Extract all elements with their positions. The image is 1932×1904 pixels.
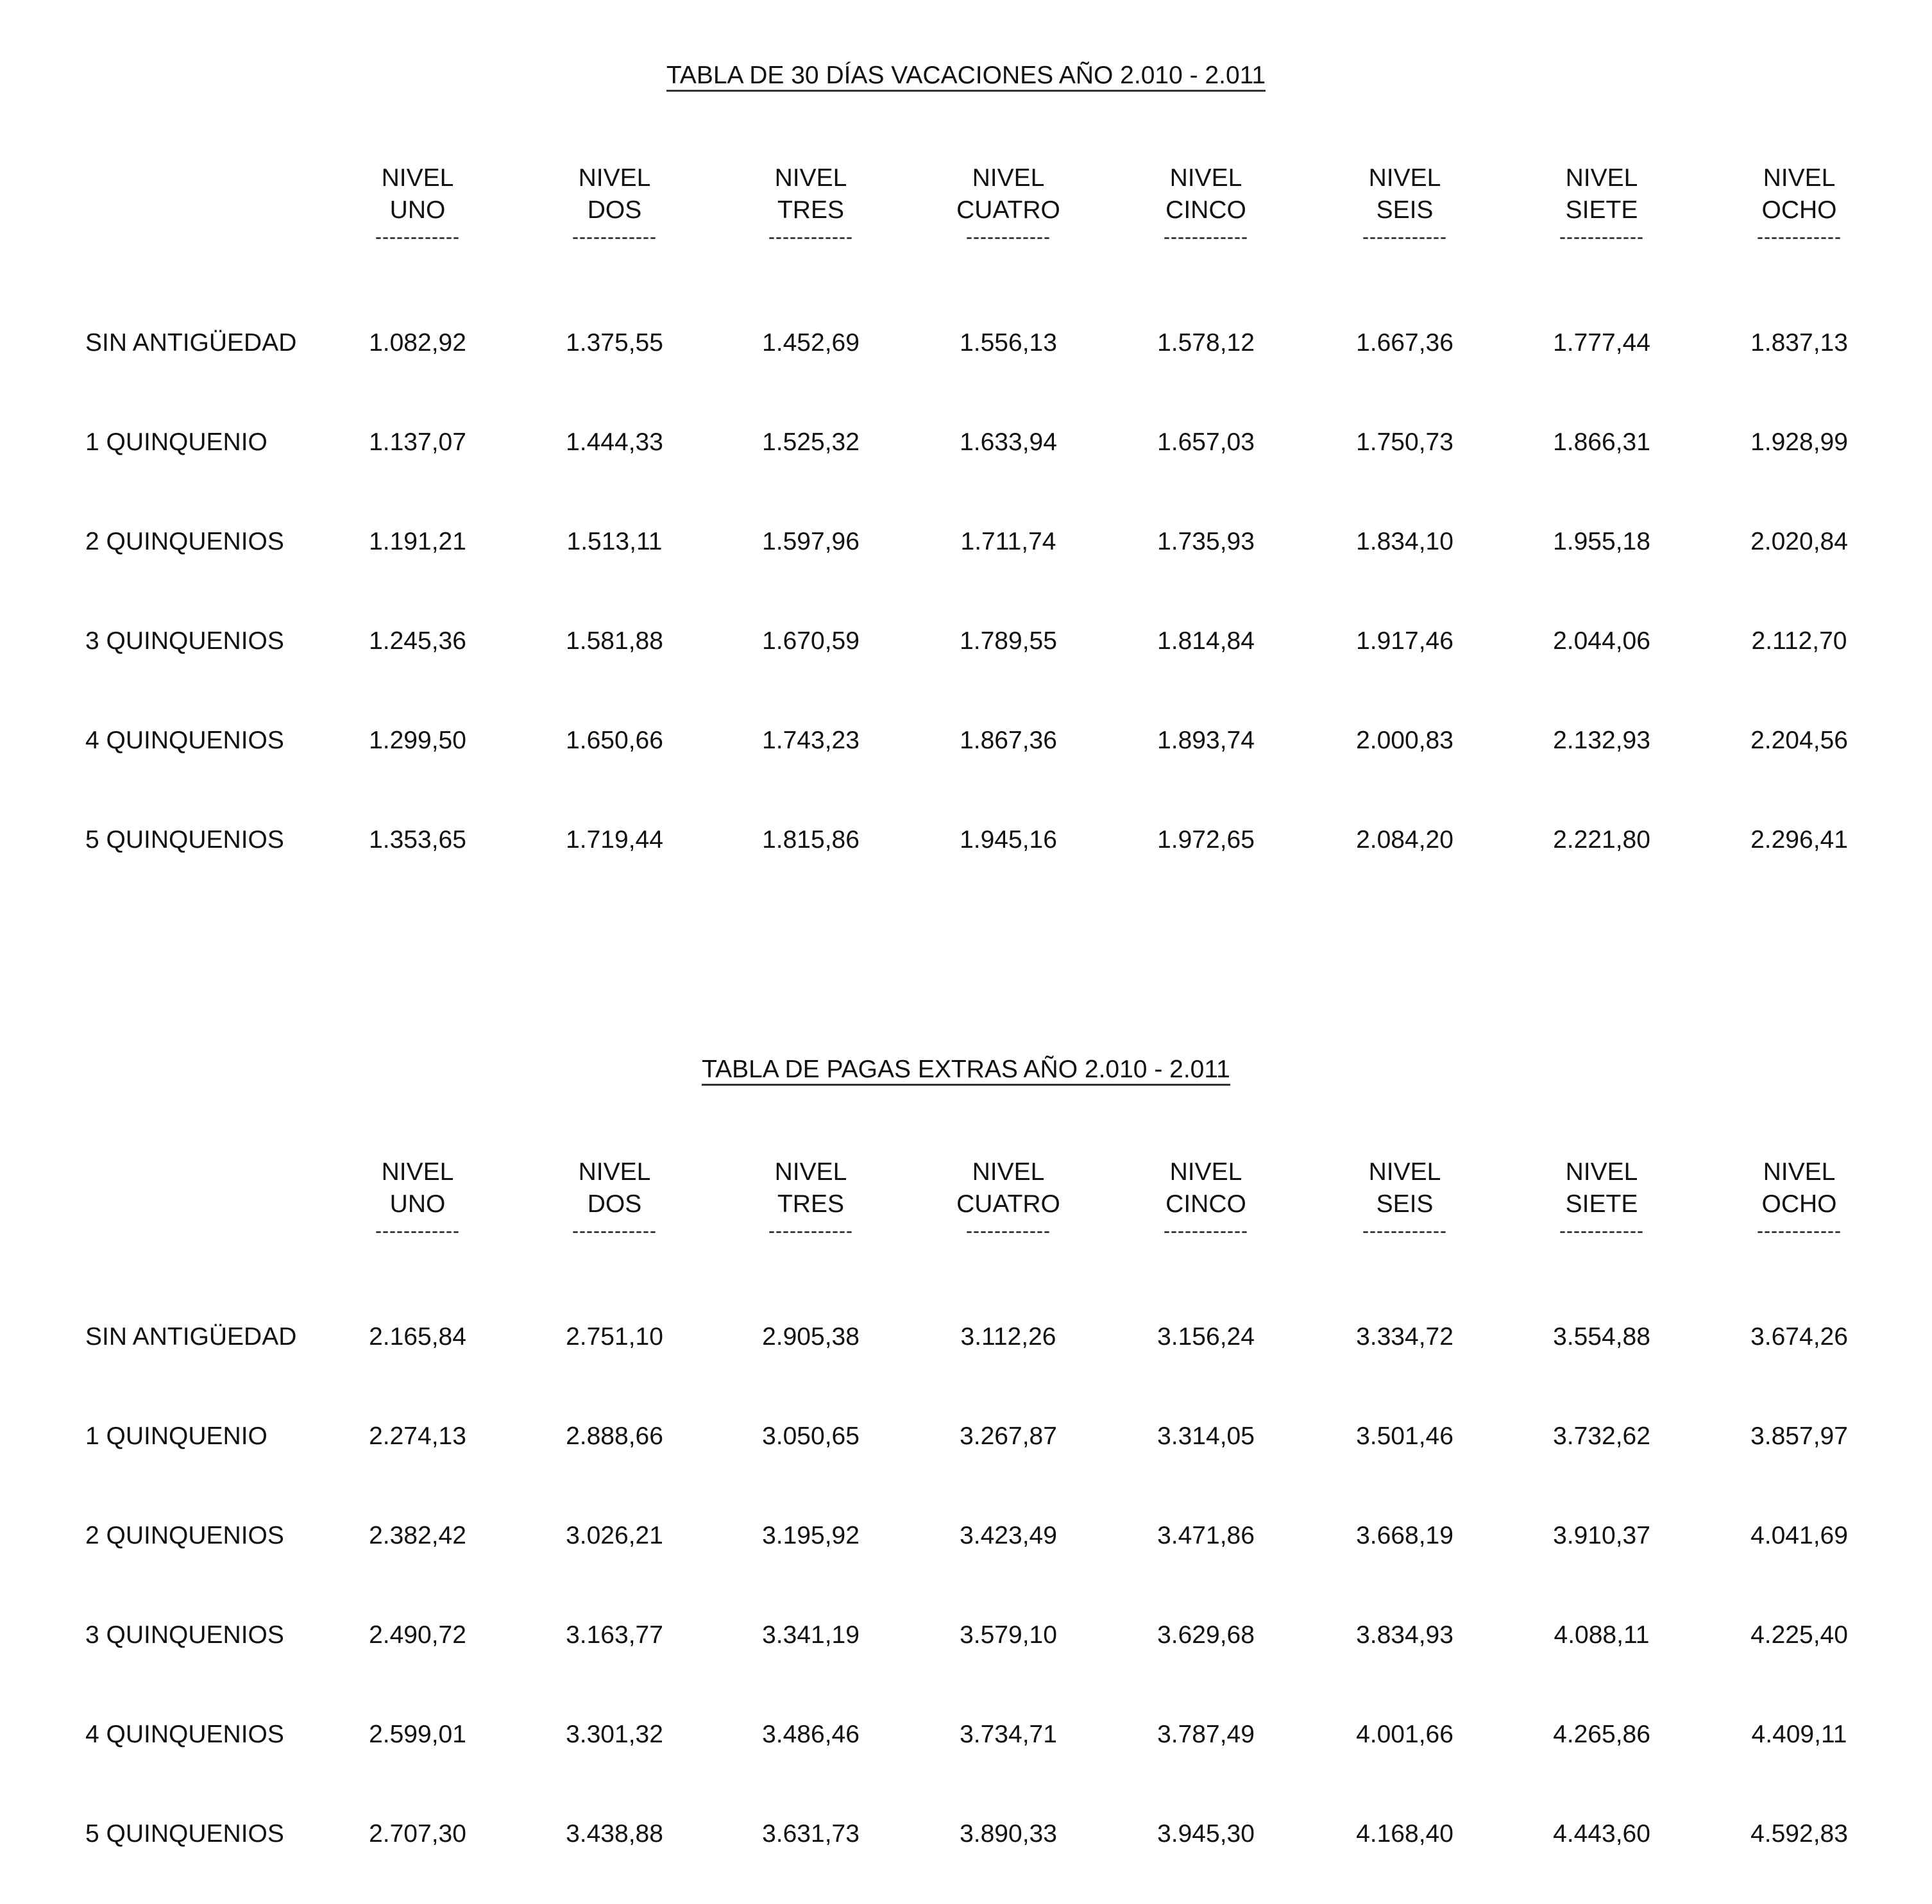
table-cell: 2.221,80	[1553, 826, 1650, 854]
table-cell: 3.195,92	[762, 1522, 860, 1549]
table-cell: 3.156,24	[1157, 1323, 1255, 1351]
table-cell: 2.905,38	[762, 1323, 860, 1351]
table-cell: 2.000,83	[1356, 727, 1453, 754]
column-header-text: NIVEL	[1565, 164, 1638, 192]
table-cell: 2.274,13	[369, 1422, 466, 1450]
table-cell: 1.444,33	[566, 428, 663, 456]
row-label: SIN ANTIGÜEDAD	[85, 329, 297, 357]
column-header-rule: ------------	[1362, 1220, 1447, 1242]
column-header-text: OCHO	[1761, 1190, 1837, 1218]
column-header-rule: ------------	[1757, 226, 1842, 248]
table-cell: 3.734,71	[960, 1721, 1057, 1748]
table-cell: 2.132,93	[1553, 727, 1650, 754]
column-header-text: NIVEL	[774, 164, 847, 192]
column-header-text: OCHO	[1761, 196, 1837, 224]
table-cell: 2.599,01	[369, 1721, 466, 1748]
column-header-rule: ------------	[375, 226, 460, 248]
table-cell: 1.137,07	[369, 428, 466, 456]
table-cell: 4.443,60	[1553, 1820, 1650, 1848]
column-header	[1518, 162, 1685, 248]
column-header-rule: ------------	[768, 1220, 853, 1242]
table-cell: 1.633,94	[960, 428, 1057, 456]
row-label: 3 QUINQUENIOS	[85, 1621, 284, 1649]
column-header-text: NIVEL	[1169, 1158, 1242, 1186]
column-header	[925, 162, 1092, 248]
table-cell: 3.834,93	[1356, 1621, 1453, 1649]
column-header	[1716, 162, 1883, 248]
table-cell: 4.265,86	[1553, 1721, 1650, 1748]
column-header-text: CINCO	[1165, 1190, 1246, 1218]
table-cell: 1.837,13	[1750, 329, 1848, 357]
column-header-rule: ------------	[768, 226, 853, 248]
table-cell: 4.225,40	[1750, 1621, 1848, 1649]
column-header	[334, 162, 501, 248]
table-cell: 3.334,72	[1356, 1323, 1453, 1351]
table-cell: 3.857,97	[1750, 1422, 1848, 1450]
table-cell: 1.581,88	[566, 627, 663, 655]
table-cell: 4.088,11	[1554, 1621, 1650, 1649]
column-header	[531, 162, 698, 248]
table-cell: 4.592,83	[1750, 1820, 1848, 1848]
table-cell: 1.955,18	[1553, 528, 1650, 555]
table-cell: 1.556,13	[960, 329, 1057, 357]
column-header-text: TRES	[777, 1190, 844, 1218]
column-header-text: NIVEL	[1368, 1158, 1441, 1186]
table-cell: 4.041,69	[1750, 1522, 1848, 1549]
table-cell: 4.001,66	[1356, 1721, 1453, 1748]
table-cell: 1.650,66	[566, 727, 663, 754]
table-cell: 3.910,37	[1553, 1522, 1650, 1549]
column-header-rule: ------------	[1164, 226, 1248, 248]
row-label: 5 QUINQUENIOS	[85, 1820, 284, 1848]
table-cell: 1.834,10	[1356, 528, 1453, 555]
column-header-rule: ------------	[966, 226, 1051, 248]
table-cell: 1.815,86	[762, 826, 860, 854]
table-cell: 1.972,65	[1157, 826, 1255, 854]
column-header-text: NIVEL	[1565, 1158, 1638, 1186]
column-header-text: DOS	[587, 1190, 642, 1218]
table-cell: 3.341,19	[762, 1621, 860, 1649]
table-cell: 3.668,19	[1356, 1522, 1453, 1549]
column-header-rule: ------------	[1164, 1220, 1248, 1242]
column-header	[334, 1156, 501, 1242]
row-label: SIN ANTIGÜEDAD	[85, 1323, 297, 1351]
row-label: 2 QUINQUENIOS	[85, 1522, 284, 1549]
column-header	[1716, 1156, 1883, 1242]
table-cell: 3.629,68	[1157, 1621, 1255, 1649]
table-cell: 1.750,73	[1356, 428, 1453, 456]
table-cell: 2.084,20	[1356, 826, 1453, 854]
row-label: 4 QUINQUENIOS	[85, 727, 284, 754]
table-cell: 2.707,30	[369, 1820, 466, 1848]
column-header-rule: ------------	[1757, 1220, 1842, 1242]
table-cell: 3.501,46	[1356, 1422, 1453, 1450]
column-header-text: NIVEL	[1763, 1158, 1836, 1186]
column-header-text: NIVEL	[1169, 164, 1242, 192]
column-header-text: NIVEL	[1368, 164, 1441, 192]
column-header-text: SIETE	[1565, 196, 1638, 224]
table-cell: 1.743,23	[762, 727, 860, 754]
table-cell: 1.245,36	[369, 627, 466, 655]
table-cell: 2.044,06	[1553, 627, 1650, 655]
column-header-text: NIVEL	[578, 164, 651, 192]
column-header-text: NIVEL	[381, 164, 454, 192]
table-cell: 1.452,69	[762, 329, 860, 357]
table-cell: 1.735,93	[1157, 528, 1255, 555]
column-header-rule: ------------	[1559, 1220, 1644, 1242]
column-header	[1321, 162, 1488, 248]
table-cell: 3.301,32	[566, 1721, 663, 1748]
table-cell: 1.670,59	[762, 627, 860, 655]
column-header-text: SEIS	[1376, 1190, 1434, 1218]
column-header	[925, 1156, 1092, 1242]
table-cell: 4.409,11	[1751, 1721, 1847, 1748]
table-cell: 1.353,65	[369, 826, 466, 854]
table-cell: 3.050,65	[762, 1422, 860, 1450]
table-cell: 3.423,49	[960, 1522, 1057, 1549]
column-header-text: UNO	[389, 196, 446, 224]
table-cell: 2.296,41	[1750, 826, 1848, 854]
table-cell: 3.267,87	[960, 1422, 1057, 1450]
table-cell: 2.751,10	[566, 1323, 663, 1351]
table-cell: 3.890,33	[960, 1820, 1057, 1848]
column-header	[727, 1156, 894, 1242]
table-cell: 1.814,84	[1157, 627, 1255, 655]
table-cell: 2.204,56	[1750, 727, 1848, 754]
table-cell: 1.719,44	[566, 826, 663, 854]
column-header-rule: ------------	[966, 1220, 1051, 1242]
table-title	[0, 1056, 1932, 1084]
table-cell: 1.513,11	[566, 528, 663, 555]
table-cell: 1.578,12	[1157, 329, 1255, 357]
row-label: 1 QUINQUENIO	[85, 1422, 267, 1450]
table-cell: 1.711,74	[960, 528, 1056, 555]
column-header	[1123, 162, 1289, 248]
table-cell: 2.020,84	[1750, 528, 1848, 555]
table-cell: 1.525,32	[762, 428, 860, 456]
column-header-text: CUATRO	[956, 196, 1060, 224]
column-header	[1321, 1156, 1488, 1242]
table-cell: 3.163,77	[566, 1621, 663, 1649]
table-cell: 1.299,50	[369, 727, 466, 754]
table-cell: 2.165,84	[369, 1323, 466, 1351]
table-cell: 3.112,26	[960, 1323, 1056, 1351]
table-title-text: TABLA DE PAGAS EXTRAS AÑO 2.010 - 2.011	[702, 1056, 1230, 1086]
column-header-text: NIVEL	[972, 164, 1045, 192]
column-header-text: TRES	[777, 196, 844, 224]
table-cell: 1.866,31	[1553, 428, 1650, 456]
column-header	[727, 162, 894, 248]
row-label: 2 QUINQUENIOS	[85, 528, 284, 555]
column-header-rule: ------------	[375, 1220, 460, 1242]
table-cell: 3.314,05	[1157, 1422, 1255, 1450]
column-header-text: CUATRO	[956, 1190, 1060, 1218]
table-cell: 1.928,99	[1750, 428, 1848, 456]
table-cell: 3.438,88	[566, 1820, 663, 1848]
table-cell: 2.888,66	[566, 1422, 663, 1450]
column-header-rule: ------------	[1559, 226, 1644, 248]
column-header	[531, 1156, 698, 1242]
table-cell: 1.191,21	[369, 528, 466, 555]
column-header-text: NIVEL	[578, 1158, 651, 1186]
column-header-text: DOS	[587, 196, 642, 224]
table-cell: 3.787,49	[1157, 1721, 1255, 1748]
column-header-rule: ------------	[1362, 226, 1447, 248]
row-label: 4 QUINQUENIOS	[85, 1721, 284, 1748]
column-header-text: UNO	[389, 1190, 446, 1218]
table-title	[0, 62, 1932, 90]
column-header-rule: ------------	[572, 1220, 657, 1242]
table-cell: 2.112,70	[1751, 627, 1847, 655]
table-cell: 3.674,26	[1750, 1323, 1848, 1351]
table-cell: 3.486,46	[762, 1721, 860, 1748]
table-cell: 4.168,40	[1356, 1820, 1453, 1848]
column-header-rule: ------------	[572, 226, 657, 248]
table-cell: 1.777,44	[1553, 329, 1650, 357]
column-header-text: NIVEL	[972, 1158, 1045, 1186]
table-cell: 1.945,16	[960, 826, 1057, 854]
table-cell: 3.579,10	[960, 1621, 1057, 1649]
column-header-text: NIVEL	[774, 1158, 847, 1186]
table-cell: 3.945,30	[1157, 1820, 1255, 1848]
table-cell: 3.631,73	[762, 1820, 860, 1848]
table-cell: 1.597,96	[762, 528, 860, 555]
column-header-text: CINCO	[1165, 196, 1246, 224]
table-cell: 1.917,46	[1356, 627, 1453, 655]
table-cell: 1.657,03	[1157, 428, 1255, 456]
row-label: 3 QUINQUENIOS	[85, 627, 284, 655]
table-cell: 3.471,86	[1157, 1522, 1255, 1549]
column-header-text: SEIS	[1376, 196, 1434, 224]
row-label: 5 QUINQUENIOS	[85, 826, 284, 854]
table-cell: 2.490,72	[369, 1621, 466, 1649]
row-label: 1 QUINQUENIO	[85, 428, 267, 456]
table-title-text: TABLA DE 30 DÍAS VACACIONES AÑO 2.010 - 2.011	[666, 62, 1266, 92]
table-cell: 3.732,62	[1553, 1422, 1650, 1450]
table-cell: 3.026,21	[566, 1522, 663, 1549]
column-header-text: SIETE	[1565, 1190, 1638, 1218]
table-cell: 1.867,36	[960, 727, 1057, 754]
column-header-text: NIVEL	[1763, 164, 1836, 192]
table-cell: 1.893,74	[1157, 727, 1255, 754]
column-header-text: NIVEL	[381, 1158, 454, 1186]
table-cell: 1.375,55	[566, 329, 663, 357]
column-header	[1518, 1156, 1685, 1242]
table-cell: 1.082,92	[369, 329, 466, 357]
table-cell: 1.667,36	[1356, 329, 1453, 357]
table-cell: 1.789,55	[960, 627, 1057, 655]
table-cell: 2.382,42	[369, 1522, 466, 1549]
column-header	[1123, 1156, 1289, 1242]
table-cell: 3.554,88	[1553, 1323, 1650, 1351]
